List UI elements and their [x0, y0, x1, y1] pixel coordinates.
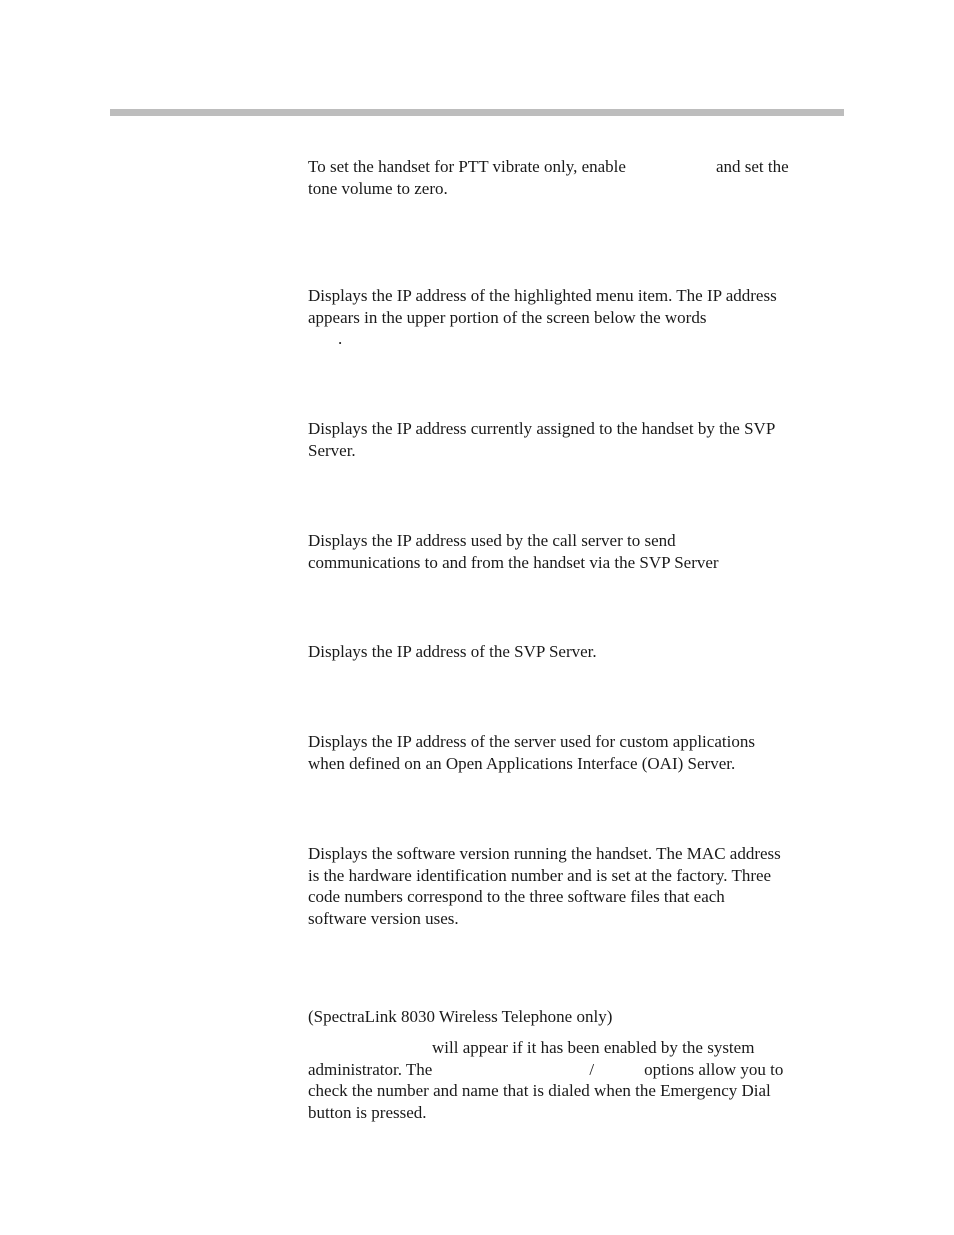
- handset-ip-paragraph: [308, 418, 848, 461]
- highlighted-ip-line-1: Displays the IP address of the highlighted menu item. The IP address: [308, 286, 777, 305]
- call-server-ip-line-1: Displays the IP address used by the call server to send: [308, 531, 676, 550]
- emergency-note-line-1: (SpectraLink 8030 Wireless Telephone only): [308, 1007, 613, 1026]
- svp-server-ip-line-1: Displays the IP address of the SVP Server.: [308, 642, 597, 661]
- oai-server-ip-paragraph: [308, 731, 848, 774]
- emergency-note-paragraph: [308, 1006, 848, 1028]
- software-version-paragraph: [308, 843, 848, 929]
- highlighted-ip-paragraph: [308, 285, 848, 350]
- software-version-line-1: Displays the software version running the handset. The MAC address: [308, 844, 781, 863]
- svp-server-ip-paragraph: [308, 641, 848, 663]
- oai-server-ip-line-1: Displays the IP address of the server used for custom applications: [308, 732, 755, 751]
- software-version-line-2: is the hardware identification number and is set at the factory. Three: [308, 865, 772, 885]
- emergency-dial-line-4: button is pressed.: [308, 1102, 427, 1122]
- ptt-vibrate-line-1: To set the handset for PTT vibrate only, enable and set the: [308, 157, 789, 176]
- ptt-vibrate-paragraph: [308, 156, 848, 199]
- emergency-dial-paragraph: [308, 1037, 848, 1123]
- header-rule: [110, 109, 844, 116]
- software-version-line-3: code numbers correspond to the three software files that each: [308, 887, 725, 906]
- handset-ip-line-1: Displays the IP address currently assigned to the handset by the SVP: [308, 419, 776, 438]
- emergency-dial-line-2: administrator. The / options allow you to: [308, 1059, 784, 1079]
- ptt-vibrate-line-2: tone volume to zero.: [308, 178, 448, 198]
- highlighted-ip-line-3: .: [338, 329, 343, 348]
- emergency-dial-line-1: will appear if it has been enabled by the system: [432, 1038, 755, 1057]
- call-server-ip-line-2: communications to and from the handset via the SVP Server: [308, 552, 719, 572]
- handset-ip-line-2: Server.: [308, 440, 356, 460]
- highlighted-ip-line-2: appears in the upper portion of the screen below the words: [308, 307, 707, 327]
- software-version-line-4: software version uses.: [308, 908, 459, 928]
- emergency-dial-line-3: check the number and name that is dialed when the Emergency Dial: [308, 1081, 771, 1100]
- oai-server-ip-line-2: when defined on an Open Applications Interface (OAI) Server.: [308, 753, 736, 773]
- call-server-ip-paragraph: [308, 530, 848, 573]
